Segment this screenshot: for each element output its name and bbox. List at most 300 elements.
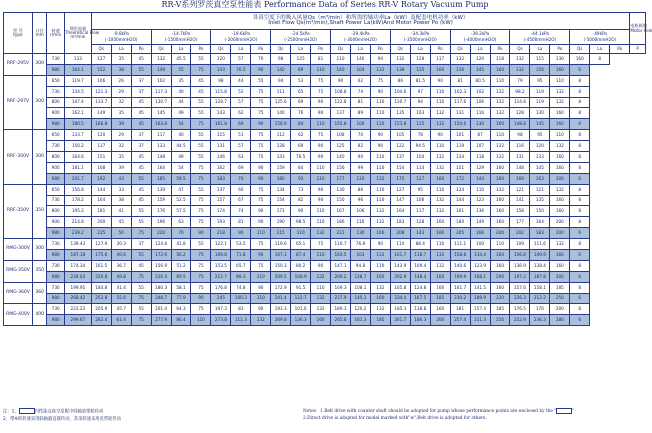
value-cell: 160: [430, 64, 450, 75]
value-cell: 144: [470, 173, 490, 184]
value-cell: 130: [550, 54, 570, 65]
value-cell: 132: [430, 162, 450, 173]
model-cell: RMG-350V: [4, 260, 33, 282]
value-cell: 63: [171, 217, 191, 228]
value-cell: 261.7: [390, 315, 410, 326]
table-row: [4, 75, 646, 86]
value-cell: 117: [151, 130, 171, 141]
value-cell: 88.4: [410, 239, 430, 250]
value-cell: 35: [111, 152, 131, 163]
value-cell: 51.2: [171, 260, 191, 271]
value-cell: 135: [530, 195, 550, 206]
value-cell: 166: [470, 228, 490, 239]
value-cell: 168: [91, 162, 111, 173]
value-cell: 133.7: [91, 97, 111, 108]
value-cell: 132: [510, 54, 530, 65]
value-cell: 90: [350, 152, 370, 163]
value-cell: 111.1: [450, 239, 470, 250]
pole-sub-header: P: [630, 45, 646, 54]
value-cell: 78: [410, 130, 430, 141]
value-cell: 89: [291, 64, 311, 75]
value-cell: 160: [490, 119, 510, 130]
value-cell: 98.2: [510, 86, 530, 97]
value-cell: 110: [370, 119, 390, 130]
value-cell: 160: [430, 217, 450, 228]
value-cell: 136.9: [510, 260, 530, 271]
value-cell: 94: [271, 75, 291, 86]
pole-cell: 8: [570, 206, 590, 217]
value-cell: 90: [311, 184, 331, 195]
value-cell: 79: [510, 75, 530, 86]
speed-cell: 980: [47, 293, 65, 304]
value-cell: 187.8: [530, 271, 550, 282]
value-cell: 55: [131, 304, 151, 315]
value-cell: 185: [370, 315, 390, 326]
pressure-header: -44.1kPa (-4500mmH2O): [510, 30, 570, 45]
value-cell: 132: [550, 141, 570, 152]
value-cell: 132: [490, 152, 510, 163]
value-cell: 106: [350, 206, 370, 217]
value-cell: 211: [331, 228, 351, 239]
value-cell: 96: [350, 195, 370, 206]
value-cell: 60: [231, 184, 251, 195]
value-cell: 145: [530, 119, 550, 130]
table-row: [4, 141, 646, 152]
value-cell: 218: [211, 228, 231, 239]
page-title: RR-V系列罗茨真空泵性能表 Performance Data of Series RR-V Rotary Vacuum Pump: [161, 0, 489, 9]
theory-flow-cell: 150.2: [64, 141, 91, 152]
theory-flow-cell: 199.95: [64, 282, 91, 293]
value-cell: 121.3: [91, 86, 111, 97]
value-cell: 29: [111, 130, 131, 141]
value-cell: 90: [370, 86, 390, 97]
table-row: [4, 97, 646, 108]
value-cell: 202: [510, 228, 530, 239]
value-cell: 128: [510, 108, 530, 119]
value-cell: 110: [311, 217, 331, 228]
pipe-cell: 300: [32, 75, 46, 129]
theory-flow-cell: 164.1: [64, 64, 91, 75]
pipe-header: 口径 mm: [32, 13, 46, 54]
value-cell: 90: [191, 228, 211, 239]
value-cell: 161.5: [91, 260, 111, 271]
value-cell: 148.8: [510, 119, 530, 130]
value-cell: 33: [111, 184, 131, 195]
value-cell: 110: [370, 195, 390, 206]
value-cell: 140.6: [450, 260, 470, 271]
value-cell: 162: [211, 162, 231, 173]
value-cell: 127: [410, 173, 430, 184]
pole-cell: 6: [570, 228, 590, 239]
value-cell: 132: [311, 293, 331, 304]
value-cell: 160: [490, 206, 510, 217]
pipe-cell: 400: [32, 304, 46, 326]
value-cell: 69: [291, 97, 311, 108]
pressure-header: -39.2kPa (-4000mmH2O): [450, 30, 510, 45]
value-cell: 127.9: [91, 239, 111, 250]
value-cell: 110: [251, 271, 271, 282]
table-row: [4, 239, 646, 250]
sub-header: Qs: [211, 45, 231, 54]
value-cell: 98: [211, 75, 231, 86]
value-cell: 161.7: [390, 250, 410, 261]
value-cell: 45: [191, 75, 211, 86]
value-cell: 183: [211, 173, 231, 184]
value-cell: 226.3: [510, 293, 530, 304]
value-cell: 76.5: [231, 64, 251, 75]
value-cell: 90: [311, 195, 331, 206]
pole-cell: 8: [570, 108, 590, 119]
value-cell: 75: [251, 86, 271, 97]
value-cell: 90: [291, 206, 311, 217]
value-cell: 90: [370, 141, 390, 152]
value-cell: 40: [171, 130, 191, 141]
value-cell: 114: [410, 162, 430, 173]
value-cell: 143: [211, 64, 231, 75]
value-cell: 184.8: [91, 282, 111, 293]
value-cell: 136: [470, 206, 490, 217]
value-cell: 129: [470, 162, 490, 173]
value-cell: 151: [91, 152, 111, 163]
pressure-header: -19.6kPa (-2000mmH2O): [211, 30, 271, 45]
value-cell: 160: [430, 304, 450, 315]
value-cell: 115: [530, 54, 550, 65]
value-cell: 55: [131, 173, 151, 184]
value-cell: 55: [191, 141, 211, 152]
value-cell: 136.3: [291, 315, 311, 326]
value-cell: 76: [231, 173, 251, 184]
theory-flow-cell: 119.7: [64, 75, 91, 86]
value-cell: 110: [490, 239, 510, 250]
value-cell: 200: [430, 315, 450, 326]
theory-flow-cell: 133.7: [64, 130, 91, 141]
value-cell: 123.9: [470, 260, 490, 271]
value-cell: 45.7: [111, 304, 131, 315]
value-cell: 116: [510, 141, 530, 152]
table-row: [4, 293, 646, 304]
value-cell: 57: [231, 141, 251, 152]
value-cell: 132: [370, 304, 390, 315]
theory-flow-cell: 174.34: [64, 260, 91, 271]
value-cell: 157.6: [510, 282, 530, 293]
value-cell: 58.1: [171, 282, 191, 293]
value-cell: 137: [91, 141, 111, 152]
value-cell: 153.8: [390, 119, 410, 130]
value-cell: 67: [231, 195, 251, 206]
value-cell: 152: [91, 64, 111, 75]
model-cell: RRF-295V: [4, 54, 33, 76]
value-cell: 122.7: [291, 293, 311, 304]
speed-cell: 650: [47, 75, 65, 86]
value-cell: 49: [171, 108, 191, 119]
pressure-header: -9.8kPa (-1000mmH2O): [91, 30, 151, 45]
theory-flow-cell: 268.42: [64, 293, 91, 304]
value-cell: 110: [430, 184, 450, 195]
pipe-cell: 360: [32, 282, 46, 304]
sub-header: La: [350, 45, 370, 54]
pole-cell: 8: [570, 97, 590, 108]
inlet-flow-group-header: 各真空度下的吸入风量Qs（m³/min）和所需的轴功率La（kW）及配套电机功率（kW） Inlet Flow Qs(m³/min),Shaft Power La(kW)And Motor Power Po (kW): [91, 13, 630, 30]
value-cell: 55: [191, 54, 211, 65]
value-cell: 185.3: [390, 304, 410, 315]
value-cell: 108: [331, 130, 351, 141]
value-cell: 172.9: [271, 282, 291, 293]
value-cell: 45: [131, 119, 151, 130]
value-cell: 137: [390, 152, 410, 163]
value-cell: 158.9: [271, 119, 291, 130]
value-cell: 132: [151, 54, 171, 65]
value-cell: 176.8: [211, 282, 231, 293]
value-cell: 75: [191, 250, 211, 261]
sub-header: Po: [610, 45, 630, 54]
value-cell: 206.2: [331, 271, 351, 282]
value-cell: 130: [470, 119, 490, 130]
speed-cell: 730: [47, 141, 65, 152]
speed-cell: 800: [47, 206, 65, 217]
speed-cell: 730: [47, 239, 65, 250]
value-cell: 90: [370, 239, 390, 250]
speed-cell: 980: [47, 228, 65, 239]
value-cell: 87.4: [291, 250, 311, 261]
value-cell: 109: [510, 239, 530, 250]
value-cell: 128: [271, 141, 291, 152]
value-cell: 134.4: [470, 250, 490, 261]
value-cell: 90: [430, 75, 450, 86]
value-cell: 41.8: [171, 239, 191, 250]
value-cell: 145: [470, 64, 490, 75]
value-cell: 83: [231, 304, 251, 315]
pole-cell: 8: [570, 282, 590, 293]
value-cell: 45: [131, 184, 151, 195]
value-cell: 160: [550, 206, 570, 217]
value-cell: 84: [291, 162, 311, 173]
speed-cell: 980: [47, 250, 65, 261]
value-cell: 124.8: [151, 239, 171, 250]
value-cell: 205.9: [91, 304, 111, 315]
value-cell: 174: [211, 206, 231, 217]
value-cell: 215: [271, 228, 291, 239]
value-cell: 161: [450, 206, 470, 217]
value-cell: 110: [331, 54, 351, 65]
value-cell: 133: [530, 152, 550, 163]
pressure-header: -49kPa (-5000mmH2O): [570, 30, 630, 45]
value-cell: 160: [490, 282, 510, 293]
speed-cell: 730: [47, 86, 65, 97]
value-cell: 39: [111, 119, 131, 130]
table-row: [4, 152, 646, 163]
sub-header: La: [470, 45, 490, 54]
value-cell: 252.8: [91, 293, 111, 304]
theory-flow-cell: 147.4: [64, 97, 91, 108]
pole-cell: 8: [570, 195, 590, 206]
speed-cell: 980: [47, 315, 65, 326]
value-cell: 132: [370, 250, 390, 261]
value-cell: 65: [291, 86, 311, 97]
value-cell: 197.3: [211, 304, 231, 315]
value-cell: 132: [510, 64, 530, 75]
value-cell: 122.8: [331, 97, 351, 108]
sub-header: Po: [430, 45, 450, 54]
value-cell: 102: [151, 75, 171, 86]
value-cell: 132: [370, 64, 390, 75]
pipe-cell: 300: [32, 130, 46, 184]
value-cell: 196: [151, 217, 171, 228]
value-cell: 90: [251, 119, 271, 130]
value-cell: 133: [151, 141, 171, 152]
value-cell: 124: [450, 184, 470, 195]
value-cell: 32: [111, 97, 131, 108]
value-cell: 164: [91, 195, 111, 206]
value-cell: 110: [430, 97, 450, 108]
value-cell: 185: [430, 293, 450, 304]
value-cell: 130: [530, 108, 550, 119]
pole-cell: 8: [570, 152, 590, 163]
value-cell: 120: [91, 130, 111, 141]
value-cell: 69: [291, 141, 311, 152]
value-cell: 132: [450, 54, 470, 65]
value-cell: 157: [211, 195, 231, 206]
value-cell: 160: [550, 250, 570, 261]
value-cell: 105: [390, 130, 410, 141]
table-row: [4, 228, 646, 239]
value-cell: 150: [331, 195, 351, 206]
value-cell: 45: [131, 97, 151, 108]
value-cell: 181: [91, 206, 111, 217]
value-cell: 208: [390, 228, 410, 239]
speed-cell: 980: [47, 64, 65, 75]
value-cell: 212.2: [530, 293, 550, 304]
value-cell: 117.6: [450, 97, 470, 108]
value-cell: 110: [311, 162, 331, 173]
value-cell: 132: [370, 217, 390, 228]
value-cell: 168.1: [470, 271, 490, 282]
value-cell: 87: [470, 130, 490, 141]
value-cell: 45: [131, 260, 151, 271]
value-cell: 110: [370, 260, 390, 271]
value-cell: 160: [550, 260, 570, 271]
value-cell: 160: [430, 271, 450, 282]
value-cell: 45: [191, 86, 211, 97]
value-cell: 132: [490, 108, 510, 119]
value-cell: 177: [510, 217, 530, 228]
value-cell: 257.4: [450, 315, 470, 326]
pole-cell: 8: [570, 162, 590, 173]
table-row: [4, 86, 646, 97]
value-cell: 90: [251, 304, 271, 315]
value-cell: 132: [370, 173, 390, 184]
value-cell: 55: [131, 250, 151, 261]
value-cell: 55: [251, 75, 271, 86]
pole-cell: 6: [570, 271, 590, 282]
value-cell: 128: [410, 217, 430, 228]
pole-cell: 8: [570, 184, 590, 195]
value-cell: 110: [311, 64, 331, 75]
value-cell: 69.5: [171, 271, 191, 282]
value-cell: 158.1: [530, 282, 550, 293]
value-cell: 55: [191, 97, 211, 108]
value-cell: 132: [490, 86, 510, 97]
value-cell: 110: [370, 152, 390, 163]
note-cn-2: 2、带※的转速采用联轴器直联传动，其余转速采用皮带轮传动: [3, 416, 122, 422]
value-cell: 265.8: [331, 315, 351, 326]
value-cell: 62: [350, 75, 370, 86]
value-cell: 132: [370, 282, 390, 293]
value-cell: 132: [430, 195, 450, 206]
value-cell: 160: [550, 152, 570, 163]
value-cell: 82: [291, 195, 311, 206]
value-cell: 230.2: [450, 293, 470, 304]
value-cell: 193.3: [271, 304, 291, 315]
sub-header: Qs: [510, 45, 530, 54]
value-cell: 45: [131, 152, 151, 163]
value-cell: 80.2: [291, 260, 311, 271]
value-cell: 55: [191, 239, 211, 250]
value-cell: 75: [251, 260, 271, 271]
pressure-header: -34.3kPa (-3500mmH2O): [390, 30, 450, 45]
value-cell: 106: [91, 75, 111, 86]
value-cell: 160: [490, 260, 510, 271]
value-cell: 81: [231, 217, 251, 228]
value-cell: 45: [111, 217, 131, 228]
value-cell: 110: [370, 108, 390, 119]
value-cell: 110: [311, 282, 331, 293]
value-cell: 250: [550, 293, 570, 304]
theory-flow-cell: 134.5: [64, 86, 91, 97]
value-cell: 132: [430, 260, 450, 271]
value-cell: 112: [271, 130, 291, 141]
value-cell: 75: [191, 260, 211, 271]
value-cell: 201.4: [151, 304, 171, 315]
value-cell: 143: [271, 152, 291, 163]
value-cell: 200: [550, 271, 570, 282]
value-cell: 160: [490, 217, 510, 228]
value-cell: 192: [91, 173, 111, 184]
value-cell: 49.8: [111, 271, 131, 282]
value-cell: 176.5: [510, 304, 530, 315]
theory-flow-cell: 239.2: [64, 228, 91, 239]
value-cell: 132: [490, 184, 510, 195]
value-cell: 143: [211, 108, 231, 119]
value-cell: 94.8: [350, 260, 370, 271]
value-cell: 74.8: [231, 282, 251, 293]
value-cell: 141: [510, 195, 530, 206]
value-cell: 134: [450, 152, 470, 163]
value-cell: 160: [550, 64, 570, 75]
value-cell: 151: [450, 162, 470, 173]
value-cell: 94: [410, 97, 430, 108]
value-cell: 220: [490, 293, 510, 304]
table-row: [4, 206, 646, 217]
value-cell: 45: [131, 195, 151, 206]
value-cell: 106: [470, 97, 490, 108]
value-cell: 154: [271, 195, 291, 206]
value-cell: 90: [251, 173, 271, 184]
value-cell: 132: [550, 86, 570, 97]
value-cell: 160: [550, 195, 570, 206]
pole-cell: 8: [570, 239, 590, 250]
value-cell: 49: [171, 152, 191, 163]
value-cell: 118.7: [410, 250, 430, 261]
value-cell: 55: [191, 108, 211, 119]
value-cell: 101.6: [291, 304, 311, 315]
value-cell: 75: [311, 130, 331, 141]
value-cell: 55: [191, 152, 211, 163]
value-cell: 147.1: [331, 260, 351, 271]
value-cell: 189.3: [331, 304, 351, 315]
value-cell: 130.7: [151, 97, 171, 108]
table-row: [4, 271, 646, 282]
value-cell: 75: [191, 206, 211, 217]
